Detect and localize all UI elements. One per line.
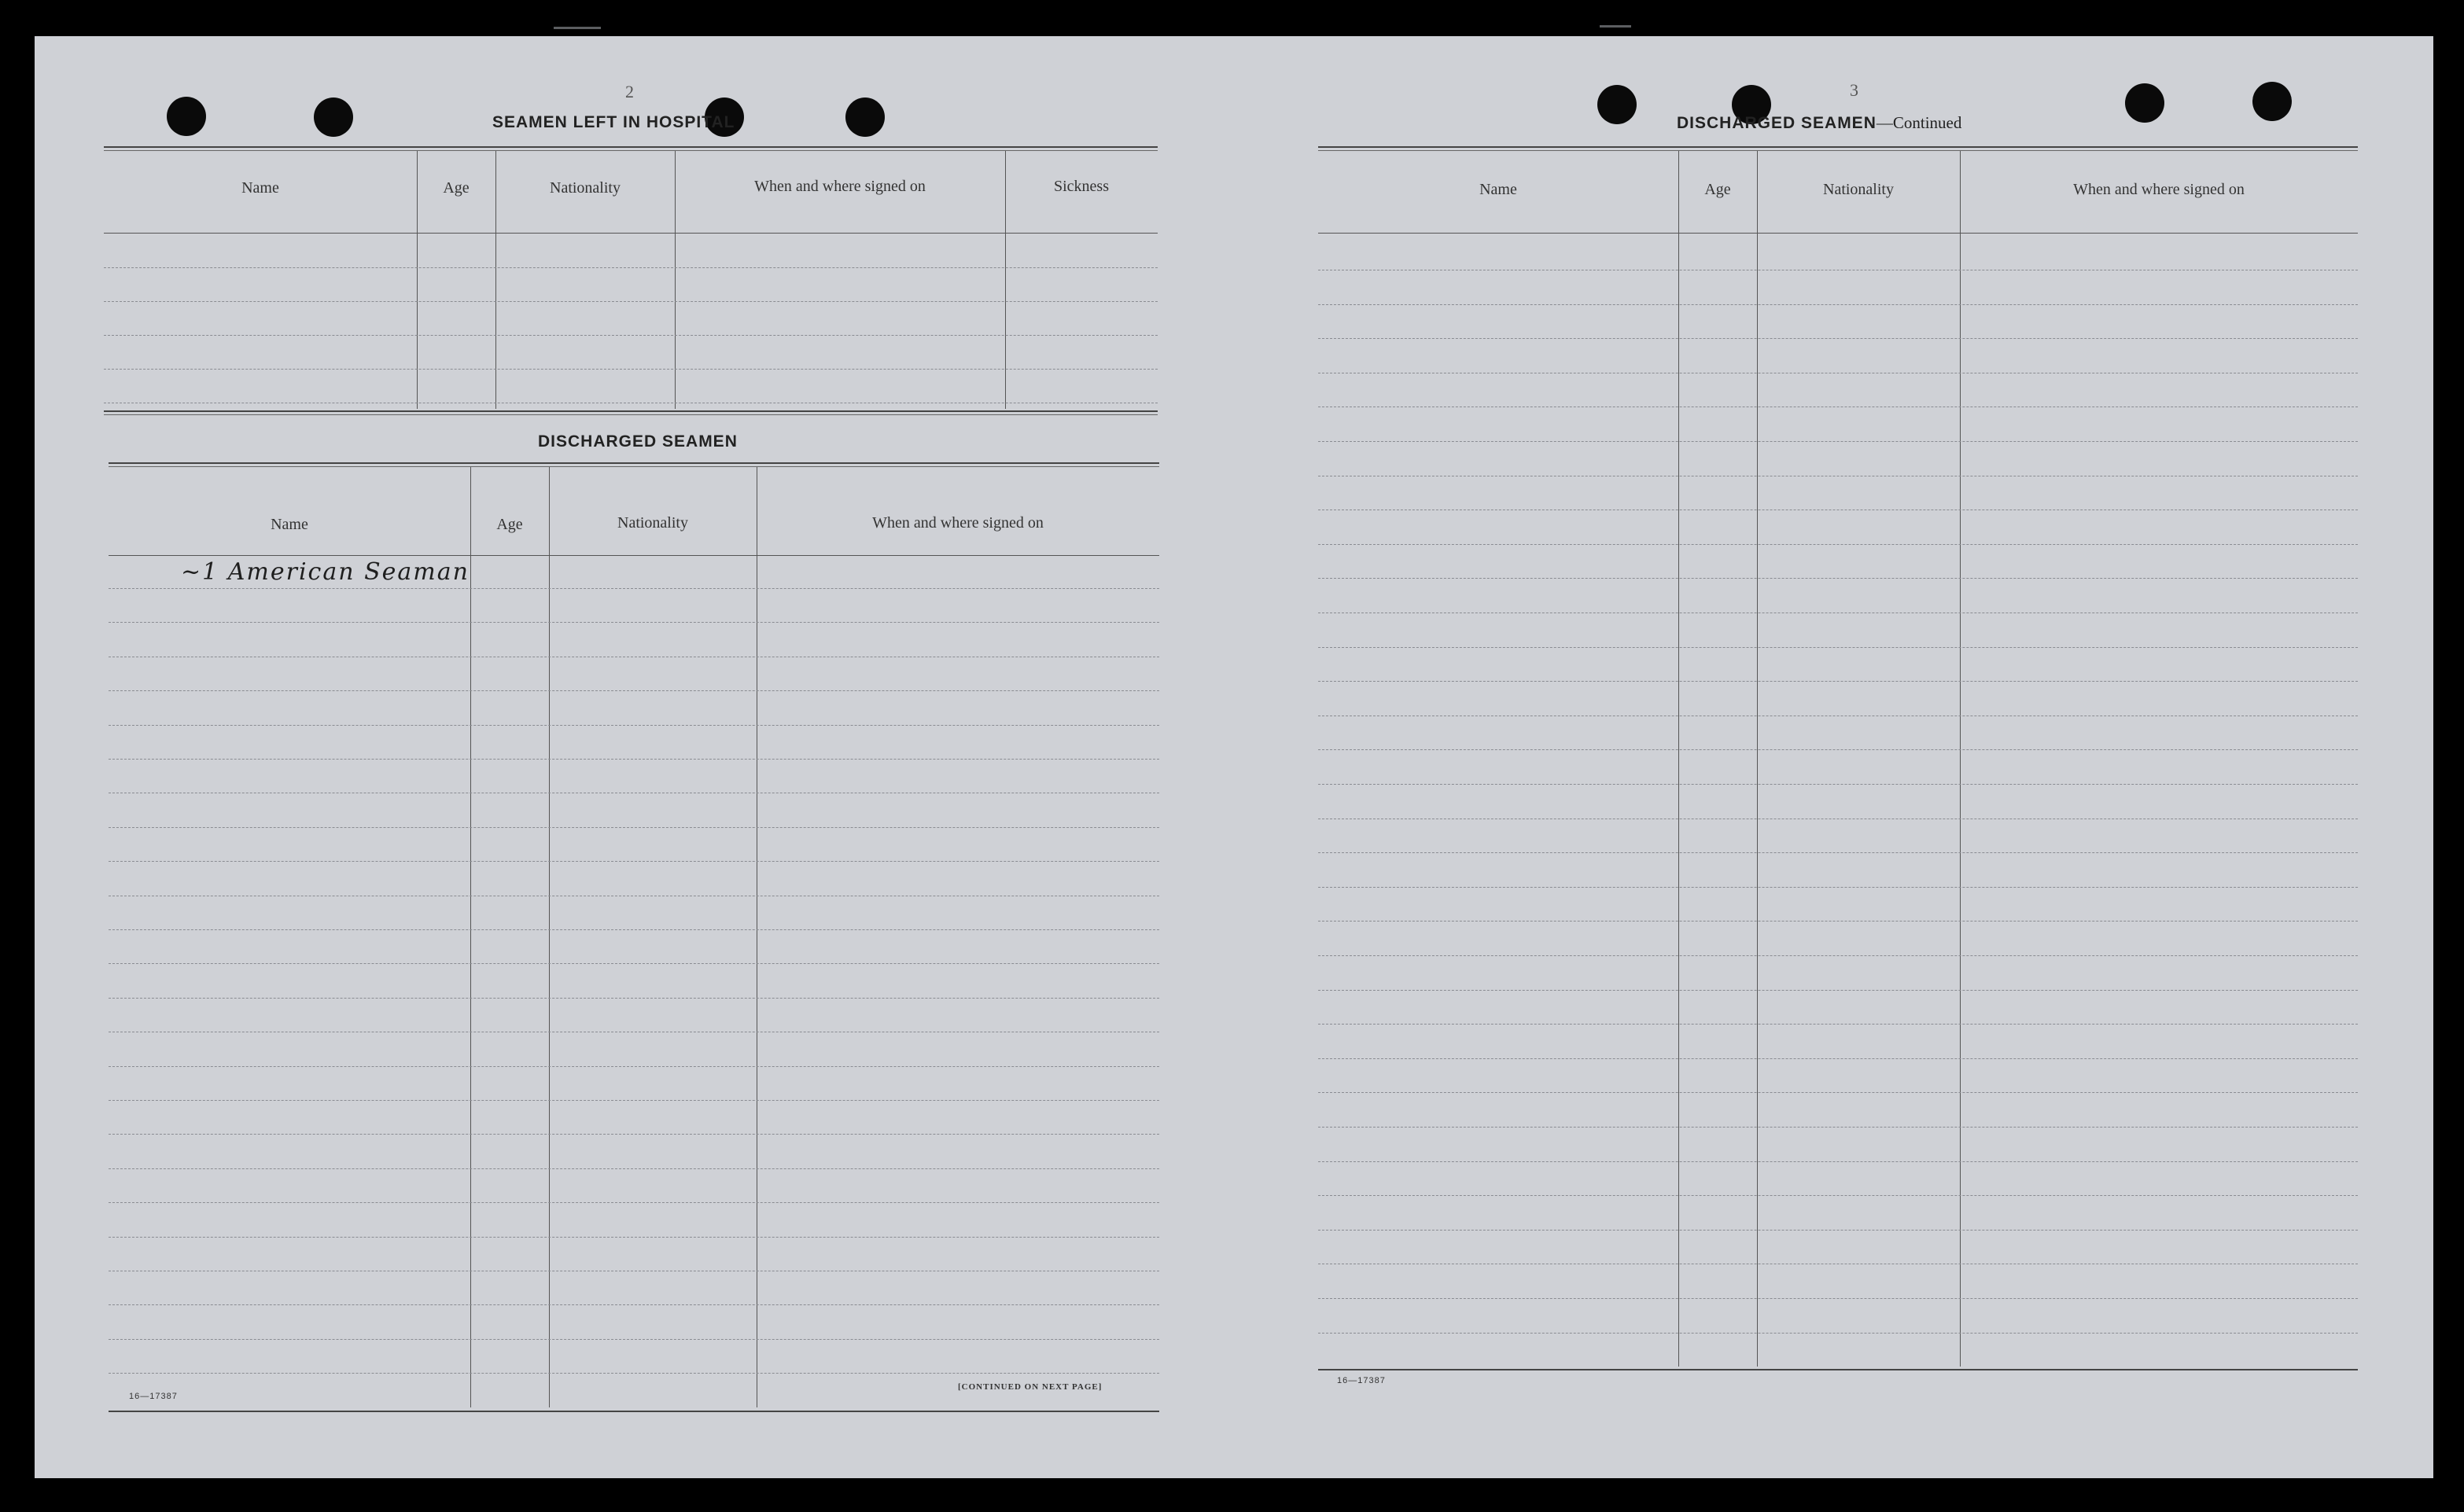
ruled-line [1318,338,2358,339]
col-header-age: Age [1704,181,1731,198]
discharged-continued-table [1318,146,2358,1404]
col-header-signed-on: When and where signed on [872,514,1044,532]
page-number: 2 [625,82,634,101]
ruled-line [109,998,1159,999]
ruled-line [1318,647,2358,648]
ruled-line [109,725,1159,726]
ruled-line [109,690,1159,691]
punch-hole [1597,85,1637,124]
ruled-line [109,1066,1159,1067]
ruled-line [1318,304,2358,305]
col-header-nationality: Nationality [550,179,621,197]
ruled-line [109,588,1159,589]
page-title [1677,113,1961,133]
hospital-section-title: SEAMEN LEFT IN HOSPITAL [492,113,735,131]
ruled-line [1318,784,2358,785]
ruled-line [1318,1161,2358,1162]
ruled-line [1318,681,2358,682]
paper-mark [554,27,601,29]
discharged-table [109,462,1159,1414]
ruled-line [1318,441,2358,442]
document-sheet [35,36,2433,1478]
ruled-line [1318,955,2358,956]
discharged-section-title: DISCHARGED SEAMEN [538,432,738,451]
ruled-line [1318,1195,2358,1196]
ruled-line [1318,921,2358,922]
punch-hole [314,97,353,137]
ruled-line [1318,1333,2358,1334]
ruled-line [109,1304,1159,1305]
col-header-age: Age [496,516,523,533]
col-header-nationality: Nationality [617,514,688,532]
hospital-table [104,146,1158,414]
ruled-line [109,963,1159,964]
ruled-line [1318,1298,2358,1299]
ruled-line [1318,544,2358,545]
ruled-line [1318,578,2358,579]
ruled-line [109,759,1159,760]
col-header-sickness: Sickness [1054,178,1109,195]
title-suffix: —Continued [1876,113,1962,132]
ruled-line [1318,1024,2358,1025]
title-main: DISCHARGED SEAMEN [1677,114,1877,132]
col-header-signed-on: When and where signed on [754,178,926,195]
col-header-signed-on: When and where signed on [2073,181,2245,198]
continued-note: [CONTINUED ON NEXT PAGE] [958,1382,1103,1392]
ruled-line [1318,852,2358,853]
ruled-line [1318,1058,2358,1059]
col-header-nationality: Nationality [1823,181,1894,198]
col-header-name: Name [1479,181,1517,198]
ruled-line [1318,749,2358,750]
paper-mark [1600,25,1631,28]
ruled-line [109,1202,1159,1203]
punch-hole [167,97,206,136]
ruled-line [109,1168,1159,1169]
handwritten-entry: ~1 American Seaman [181,558,470,586]
ruled-line [109,622,1159,623]
ruled-line [1318,990,2358,991]
ruled-line [109,1339,1159,1340]
ruled-line [109,929,1159,930]
ruled-line [109,1237,1159,1238]
col-header-name: Name [271,516,308,533]
form-number: 16—17387 [1337,1376,1386,1385]
ruled-line [1318,1230,2358,1231]
punch-hole [845,97,885,137]
page-number: 3 [1850,80,1858,100]
ruled-line [109,861,1159,862]
punch-hole [2252,82,2292,121]
ruled-line [1318,1092,2358,1093]
form-number: 16—17387 [129,1392,178,1401]
ruled-line [109,1100,1159,1101]
ruled-line [109,1373,1159,1374]
col-header-name: Name [241,179,279,197]
punch-hole [2125,83,2164,123]
col-header-age: Age [443,179,470,197]
ruled-line [1318,1127,2358,1128]
ruled-line [109,1134,1159,1135]
ruled-line [1318,887,2358,888]
ruled-line [109,827,1159,828]
